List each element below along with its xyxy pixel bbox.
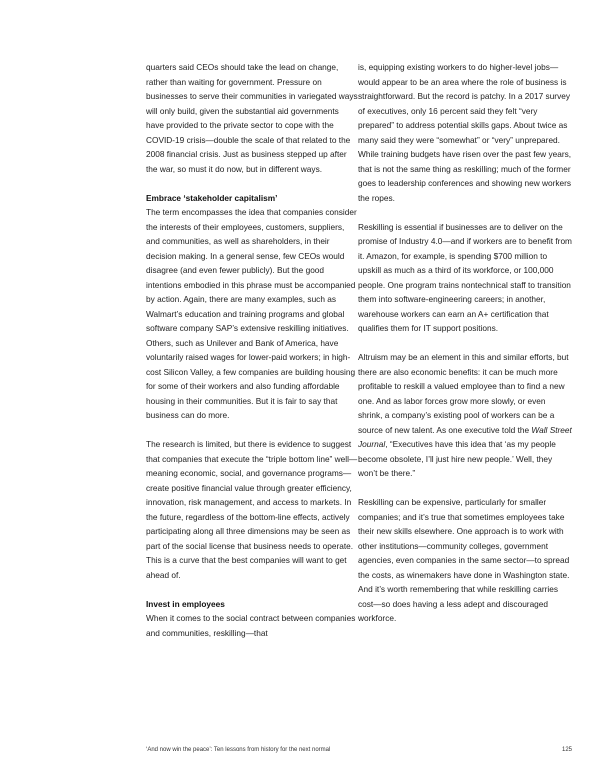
body-paragraph: When it comes to the social contract between companies and communities, reskilling—that [146, 613, 356, 638]
body-paragraph: Reskilling can be expensive, particularly for smaller companies; and it’s true that sometimes employees take their new skills elsewhere. One approach is to work with other institutions—community colleges, government agencies, even companies in the same sector—to spread the costs, as winemakers have done in Washington state. And it’s worth remembering that while reskilling carries cost—so does having a less adept and discouraged workforce. [358, 497, 570, 623]
body-paragraph: Reskilling is essential if businesses are to deliver on the promise of Industry 4.0—and if workers are to benefit from it. Amazon, for example, is spending $700 million to upskill as much as a third of its workforce, or 100,000 people. One program trains nontechnical staff to transition them into software-engineering careers; in another, warehouse workers can earn an A+ certification that qualifies them for IT support positions. [358, 221, 572, 333]
publication-name: Wall Street Journal [358, 424, 572, 449]
footer-title: ‘And now win the peace’: Ten lessons from history for the next normal [146, 747, 331, 753]
paragraph-text: Altruism may be an element in this and similar efforts, but there are also economic benefits: it can be much more profitable to reskill a valued employee than to find a new one. And as labor forces grow more slowly, or even shrink, a company’s existing pool of workers can be a source of new talent. As one executive told the [358, 352, 569, 435]
body-paragraph: The research is limited, but there is evidence to suggest that companies that execute the “triple bottom line” well—meaning economic, social, and governance programs—create positive financial value through greater efficiency, innovation, risk management, and access to markets. In the future, regardless of the bottom-line effects, actively participating along all three dimensions may be seen as part of the social license that business needs to operate. This is a curve that the best companies will want to get ahead of. [146, 439, 358, 580]
right-column [358, 60, 572, 640]
section-heading: Invest in employees [146, 598, 225, 609]
body-paragraph: The term encompasses the idea that companies consider the interests of their employees, customers, suppliers, and communities, as well as shareholders, in their decision making. In a general sense, few CEOs would disagree (and even fewer publicly). But the good intentions embodied in this phrase must be accompanied by action. Again, there are many examples, such as Walmart’s education and training programs and global software company SAP’s extensive reskilling initiatives. Others, such as Unilever and Bank of America, have voluntarily raised wages for lower-paid workers; in high-cost Silicon Valley, a few companies are building housing for some of their workers and also funding affordable housing in their communities. But it is fair to say that business can do more. [146, 207, 357, 420]
left-column [146, 60, 358, 655]
body-paragraph: quarters said CEOs should take the lead on change, rather than waiting for government. Pressure on businesses to serve their communities in variegated ways will only build, given the substantial aid governments have provided to the private sector to cope with the COVID-19 crisis—double the scale of that related to the 2008 financial crisis. Just as business stepped up after the war, so must it do now, but in different ways. [146, 62, 358, 174]
paragraph-text: , “Executives have this idea that ‘as my people become obsolete, I’ll just hire new people.’ Well, they won’t be there.” [358, 439, 556, 478]
page-number: 125 [561, 747, 572, 753]
section-heading: Embrace ‘stakeholder capitalism’ [146, 192, 278, 203]
body-paragraph [358, 350, 572, 481]
body-paragraph: is, equipping existing workers to do higher-level jobs—would appear to be an area where the role of business is straightforward. But the record is patchy. In a 2017 survey of executives, only 16 percent said they felt “very prepared” to address potential skills gaps. About twice as many said they were “somewhat” or “very” unprepared. While training budgets have risen over the past few years, that is not the same thing as reskilling; much of the former goes to leadership conferences and showing new workers the ropes. [358, 62, 572, 203]
